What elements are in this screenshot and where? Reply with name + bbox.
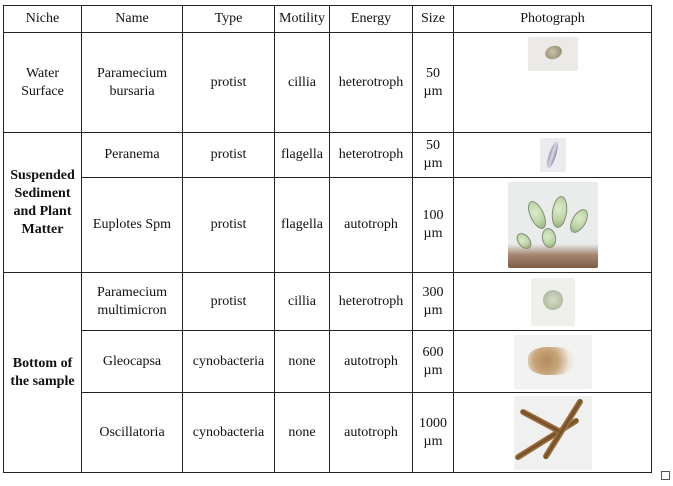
organism-type: cynobacteria bbox=[183, 331, 275, 393]
niche-water-surface: Water Surface bbox=[4, 33, 82, 133]
photo-cell bbox=[454, 273, 652, 331]
header-name: Name bbox=[82, 6, 183, 33]
organism-energy: heterotroph bbox=[330, 133, 413, 178]
organism-type: protist bbox=[183, 273, 275, 331]
organism-energy: heterotroph bbox=[330, 33, 413, 133]
organism-size: 1000 µm bbox=[413, 393, 454, 473]
organism-motility: flagella bbox=[275, 133, 330, 178]
organism-size: 100 µm bbox=[413, 178, 454, 273]
organism-type: protist bbox=[183, 33, 275, 133]
euplotes-photo bbox=[508, 182, 598, 268]
photo-cell bbox=[454, 178, 652, 273]
organism-name: Euplotes Spm bbox=[82, 178, 183, 273]
header-energy: Energy bbox=[330, 6, 413, 33]
organism-motility: none bbox=[275, 331, 330, 393]
organism-motility: none bbox=[275, 393, 330, 473]
niche-bottom-of-sample: Bottom of the sample bbox=[4, 273, 82, 473]
organism-name: Paramecium bursaria bbox=[82, 33, 183, 133]
organism-type: cynobacteria bbox=[183, 393, 275, 473]
oscillatoria-photo bbox=[514, 396, 592, 470]
niche-suspended-sediment: Suspended Sediment and Plant Matter bbox=[4, 133, 82, 273]
table-row bbox=[4, 393, 652, 473]
header-row bbox=[4, 6, 652, 33]
organism-energy: heterotroph bbox=[330, 273, 413, 331]
organism-size: 50 µm bbox=[413, 33, 454, 133]
organism-energy: autotroph bbox=[330, 178, 413, 273]
table-row bbox=[4, 133, 652, 178]
organism-name: Paramecium multimicron bbox=[82, 273, 183, 331]
table-resize-handle[interactable] bbox=[661, 471, 670, 480]
organism-name: Peranema bbox=[82, 133, 183, 178]
organism-table bbox=[3, 5, 652, 473]
paramecium-multimicron-photo bbox=[531, 278, 575, 326]
organism-size: 600 µm bbox=[413, 331, 454, 393]
organism-motility: cillia bbox=[275, 33, 330, 133]
organism-type: protist bbox=[183, 178, 275, 273]
organism-type: protist bbox=[183, 133, 275, 178]
organism-energy: autotroph bbox=[330, 331, 413, 393]
table-row bbox=[4, 273, 652, 331]
table-row bbox=[4, 178, 652, 273]
table-row bbox=[4, 33, 652, 133]
table-row bbox=[4, 331, 652, 393]
gleocapsa-photo bbox=[514, 335, 592, 389]
header-size: Size bbox=[413, 6, 454, 33]
photo-cell bbox=[454, 133, 652, 178]
organism-energy: autotroph bbox=[330, 393, 413, 473]
paramecium-bursaria-photo bbox=[528, 37, 578, 71]
organism-motility: cillia bbox=[275, 273, 330, 331]
header-type: Type bbox=[183, 6, 275, 33]
organism-size: 300 µm bbox=[413, 273, 454, 331]
header-niche: Niche bbox=[4, 6, 82, 33]
organism-size: 50 µm bbox=[413, 133, 454, 178]
organism-motility: flagella bbox=[275, 178, 330, 273]
peranema-photo bbox=[540, 138, 566, 172]
photo-cell bbox=[454, 393, 652, 473]
photo-cell bbox=[454, 33, 652, 133]
photo-cell bbox=[454, 331, 652, 393]
header-photograph: Photograph bbox=[454, 6, 652, 33]
header-motility: Motility bbox=[275, 6, 330, 33]
organism-name: Oscillatoria bbox=[82, 393, 183, 473]
organism-name: Gleocapsa bbox=[82, 331, 183, 393]
